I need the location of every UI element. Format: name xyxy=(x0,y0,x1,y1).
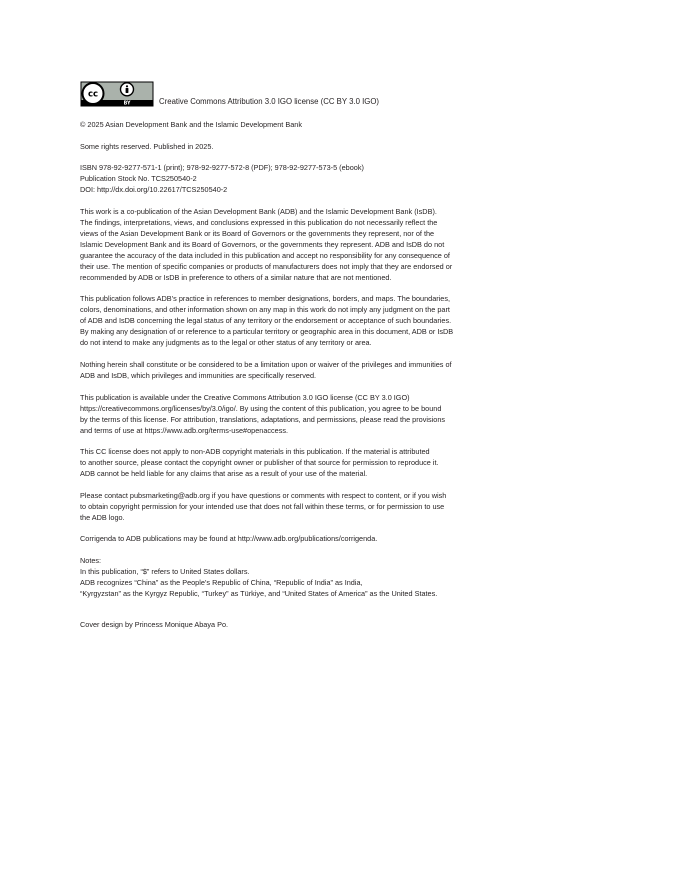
rights-line: Some rights reserved. Published in 2025. xyxy=(80,141,214,151)
svg-text:cc: cc xyxy=(87,89,99,100)
notes-heading: Notes: xyxy=(80,555,102,565)
license-text: Creative Commons Attribution 3.0 IGO license (CC BY 3.0 IGO) xyxy=(159,97,379,107)
non-adb-paragraph: This CC license does not apply to non-ADB copyright materials in this publication. If the material is attributed to another source, please contact the copyright owner or publisher of that source for permission to reproduce it. ADB cannot be held liable for any claims that arise as a result of your use of the material. xyxy=(80,447,439,479)
notes-block: Notes: In this publication, “$” refers to United States dollars. ADB recognizes “China” as the People’s Republic of China, “Republic of India” as India, “Kyrgyzstan” as the Kyrgyz Republic, “Turkey” as Türkiye, and “United States of America” as the United States. xyxy=(80,555,510,599)
isbn-line: ISBN 978-92-9277-571-1 (print); 978-92-9277-572-8 (PDF); 978-92-9277-573-5 (ebook) xyxy=(80,163,364,173)
cc-by-icon xyxy=(80,81,154,107)
copyright-line: © 2025 Asian Development Bank and the Islamic Development Bank xyxy=(80,120,302,129)
identifiers-block xyxy=(80,162,510,195)
copyright-page xyxy=(80,80,510,641)
immunities-paragraph: Nothing herein shall constitute or be considered to be a limitation upon or waiver of the privileges and immunities of ADB and IsDB, which privileges and immunities are specifically reserved. xyxy=(80,359,452,380)
license-row xyxy=(80,80,510,107)
corrigenda-paragraph: Corrigenda to ADB publications may be found at http://www.adb.org/publications/corrigenda. xyxy=(80,534,378,544)
copublication-paragraph: This work is a co-publication of the Asian Development Bank (ADB) and the Islamic Development Bank (IsDB). The findings, interpretations, views, and conclusions expressed in this publication do not necessarily reflect the views of the Asian Development Bank or its Board of Governors or the governments they represent, nor of the Islamic Development Bank and its Board of Governors, or the governments they represent. ADB and IsDB do not guarantee the accuracy of the data included in this publication and accept no responsibility for any consequence of their use. The mention of specific companies or products of manufacturers does not imply that they are endorsed or recommended by ADB or IsDB in preference to others of a similar nature that are not mentioned. xyxy=(80,206,453,282)
contact-paragraph: Please contact pubsmarketing@adb.org if you have questions or comments with respect to content, or if you wish to obtain copyright permission for your intended use that does not fall within these terms, or for permission to use the ADB logo. xyxy=(80,490,447,522)
availability-paragraph: This publication is available under the Creative Commons Attribution 3.0 IGO license (CC BY 3.0 IGO) https://creativecommons.org/licenses/by/3.0/igo/. By using the content of this publication, you agree to be bound by the terms of this license. For attribution, translations, adaptations, and permissions, please read the provisions and terms of use at https://www.adb.org/terms-use#openaccess. xyxy=(80,392,446,435)
cover-credit: Cover design by Princess Monique Abaya Po. xyxy=(80,619,229,629)
designations-paragraph: This publication follows ADB’s practice in references to member designations, borders, and maps. The boundaries, colors, denominations, and other information shown on any map in this work do not imply any judgment on the part of ADB and IsDB concerning the legal status of any territory or the endorsement or acceptance of such boundaries. By making any designation of or reference to a particular territory or geographic area in this document, ADB or IsDB do not intend to make any judgments as to the legal or other status of any territory or area. xyxy=(80,294,454,348)
stock-number-line: Publication Stock No. TCS250540-2 xyxy=(80,174,197,184)
cc-by-label: BY xyxy=(123,101,131,107)
doi-line: DOI: http://dx.doi.org/10.22617/TCS250540-2 xyxy=(80,185,228,195)
